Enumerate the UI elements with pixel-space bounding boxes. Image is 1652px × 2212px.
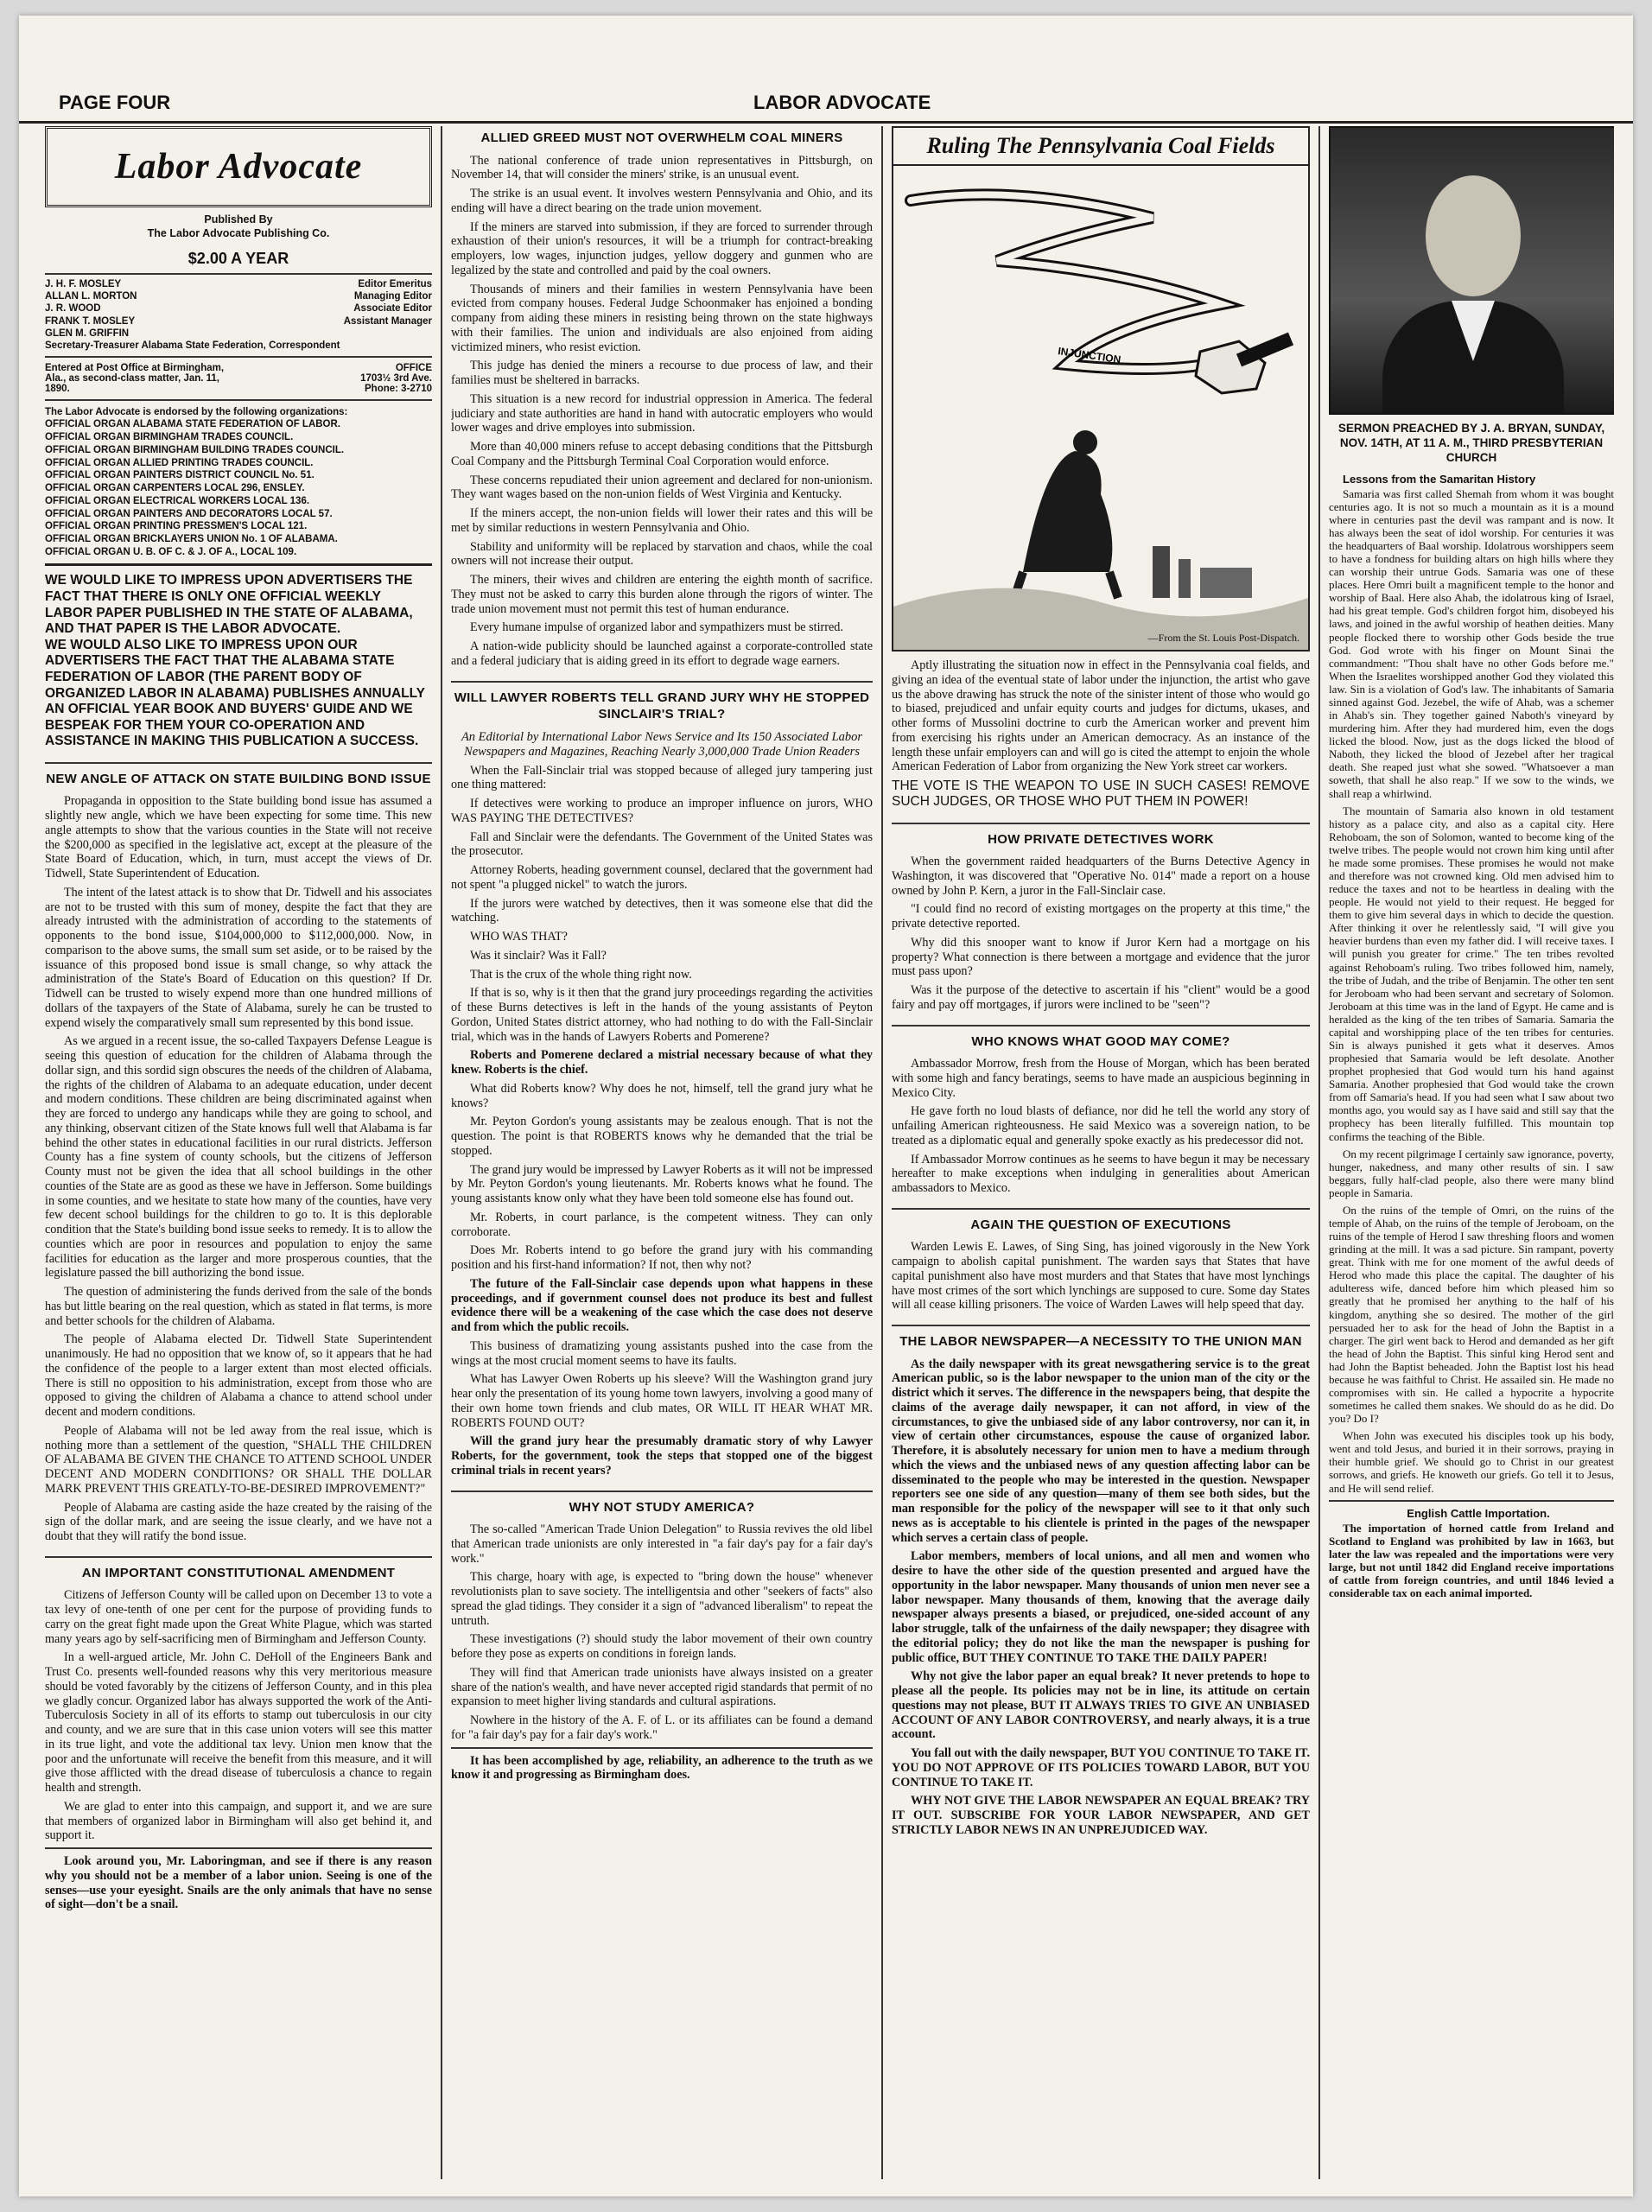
article-paragraph: In a well-argued article, Mr. John C. DeHoll of the Engineers Bank and Trust Co. presents well-founded reasons why this very meritorious measure should be voted favorably by the citizens of Jefferson County, and in this plea we gladly concur. Organized labor has always supported the work of the Anti-Tuberculosis Society in all of its efforts to stamp out tuberculosis in our city and county, and we are sure that in this case union voters will see this matter in its true light, and vote the additional tax levy. Union men know that the poor and the unfortunate will receive the benefit from this measure, and it will give those afflicted with the dread disease of tuberculosis a chance to regain health and strength. xyxy=(45,1650,432,1796)
article-paragraph: As the daily newspaper with its great newsgathering service is to the great American public, so is the labor newspaper to the union man of the city or the district which it serves. The difference in the newspapers being, that despite the claims of the average daily newspaper, it can not afford, in view of the circumstances, to give the unbiased side of any labor controversy, nor can it, in view of certain other circumstances, espouse the cause of organized labor. Therefore, it is absolutely necessary for union men to have a medium through which the views and the unbiased news of any question affecting labor can be disseminated to the people who may be interested in the question. Newspaper reporters see one side of any question—many of them see both sides, but the man responsible for the policy of the newspaper will see to it that only such news as is acceptable to his clientele is printed in the pages of the newspaper which serves a certain class of people. xyxy=(892,1357,1310,1545)
article-paragraph: Citizens of Jefferson County will be called upon on December 13 to vote a tax levy of one-tenth of one per cent for the purpose of providing funds to carry on the great fight made upon the Great White Plague, which was started many years ago by self-sacrificing men of Birmingham and Jefferson County. xyxy=(45,1588,432,1646)
article-paragraph: "I could find no record of existing mortgages on the property at this time," the private detective reported. xyxy=(892,902,1310,931)
article-paragraph: Was it the purpose of the detective to ascertain if his "client" would be a good fairy and pay off mortgages, if jurors were inclined to be "seen"? xyxy=(892,983,1310,1012)
article-paragraph: We are glad to enter into this campaign, and support it, and we are sure that members of organized labor in Birmingham will also get behind it, and support it. xyxy=(45,1799,432,1843)
article-paragraph: The mountain of Samaria also known in old testament history as a palace city, and also as a capital city. Here Rehoboam, the son of Solomon, wanted to become king of the twelve tribes. The people would not crown him king until after he made some promises. These promises he would not make and therefore was not crowned king. Old men advised him to reduce the taxes and not to be heartless in dealing with the people. He would not yield to their request. He begged for them to give him several days in which to decide the question. After thinking it over he relentlessly said, "I will give you heavier burdens than even my father did. I will receive taxes. I will punish you greater for crime." The ten tribes revolted against Rehoboam's ruling. Two tribes followed him, namely, the tribe of Judah, and the tribe of Benjamin. The other ten sent for Jeroboam who had been servant and secretary of Solomon. Jeroboam at this time was in the land of Egypt. He came and is heralded as the king of the ten tribes of Samaria. Samaria the capital and worshipping place of the ten tribes for centuries. Sin is always punished it gets what it deserves. Amos prophesied that Samaria would be left desolate. Another prophet prophesied that God would turn his hand against Samaria. Another prophesied that God would take the crown from off Samaria's head. If you had seen what I saw about two months ago, you would say as I have said and still say that the prophecy has been literally fulfilled. This mountain top confirms the teaching of the Bible. xyxy=(1329,804,1614,1143)
article-paragraph: The so-called "American Trade Union Delegation" to Russia revives the old libel that American trade unionists are only interested in "a fair day's pay for a fair day's work." xyxy=(451,1522,873,1566)
article-paragraph: If detectives were working to produce an improper influence on jurors, WHO WAS PAYING THE DETECTIVES? xyxy=(451,797,873,825)
article-paragraph: The strike is an usual event. It involves western Pennsylvania and Ohio, and its ending will have a direct bearing on the trade union movement. xyxy=(451,187,873,215)
column-rule xyxy=(1318,126,1320,2179)
article-paragraph: When the Fall-Sinclair trial was stopped because of alleged jury tampering just one thing mattered: xyxy=(451,763,873,792)
article-headline: WILL LAWYER ROBERTS TELL GRAND JURY WHY HE STOPPED SINCLAIR'S TRIAL? xyxy=(451,681,873,723)
article-paragraph: The national conference of trade union representatives in Pittsburgh, on November 14, that will consider the miners' strike, is an unusual event. xyxy=(451,153,873,182)
article-paragraph: On my recent pilgrimage I certainly saw ignorance, poverty, hunger, nakedness, and many other results of sin. I saw beggars, fully half-clad people, also there were many blind people in Samaria. xyxy=(1329,1147,1614,1199)
article-paragraph: Nowhere in the history of the A. F. of L. or its affiliates can be found a demand for "a fair day's pay for a fair day's work." xyxy=(451,1713,873,1742)
article-paragraph: Roberts and Pomerene declared a mistrial necessary because of what they knew. Roberts is the chief. xyxy=(451,1048,873,1077)
article-paragraph: Aptly illustrating the situation now in effect in the Pennsylvania coal fields, and giving an idea of the eventual state of labor under the injunction, the artist who gave us the above drawing has struck the note of the sinister intent of those who would go to biased, prejudiced and unfair equity courts and judges for dictums, ukases, and other forms of Mussolini doctrine to curb the American worker and prevent him from exercising his rights under an American democracy. As an instance of the length these unfair employers can and will go is cited the attempt to enjoin the whole American Federation of Labor from organizing the New York street car workers. xyxy=(892,658,1310,774)
staff-list xyxy=(45,273,432,358)
article-headline: ALLIED GREED MUST NOT OVERWHELM COAL MINERS xyxy=(480,130,843,145)
preacher-portrait xyxy=(1329,126,1614,415)
article-paragraph: This situation is a new record for industrial oppression in America. The federal judiciary and state authorities are hand in hand with autocratic employers who would lower wages and drive employes into submission. xyxy=(451,391,873,435)
article-paragraph: The future of the Fall-Sinclair case depends upon what happens in these proceedings, and if government counsel does not produce its best and fullest evidence there will be a weakening of the case which the case does not deserve and from which the public recoils. xyxy=(451,1276,873,1335)
article-paragraph: The intent of the latest attack is to show that Dr. Tidwell and his associates are not to be trusted with this sum of money, despite the fact that they are already intrusted with the administration of according to the statements of opponents to the bond issue, $104,000,000 to $112,000,000. Now, in comparison to the above sums, the small sum set aside, or to be raised by the issuance of this proposed bond issue is small change, so why attack the administration of the State's Board of Education on this question? If Dr. Tidwell can be trusted to wisely expend more than one hundred millions of dollars of the taxpayers of the State of Alabama, surely he can be trusted to expend wisely the comparatively small sum represented by this bond issue. xyxy=(45,885,432,1030)
newspaper-page xyxy=(19,16,1633,2196)
official-organs-list: The Labor Advocate is endorsed by the following organizations: OFFICIAL ORGAN ALABAMA STATE FEDERATION OF LABOR. OFFICIAL ORGAN BIRMINGHAM TRADES COUNCIL. OFFICIAL ORGAN BIRMINGHAM BUILDING TRADES COUNCIL. OFFICIAL ORGAN ALLIED PRINTING TRADES COUNCIL. OFFICIAL ORGAN PAINTERS DISTRICT COUNCIL No. 51. OFFICIAL ORGAN CARPENTERS LOCAL 296, ENSLEY. OFFICIAL ORGAN ELECTRICAL WORKERS LOCAL 136. OFFICIAL ORGAN PAINTERS AND DECORATORS LOCAL 57. OFFICIAL ORGAN PRINTING PRESSMEN'S LOCAL 121. OFFICIAL ORGAN BRICKLAYERS UNION No. 1 OF ALABAMA. OFFICIAL ORGAN U. B. OF C. & J. OF A., LOCAL 109. xyxy=(45,401,432,567)
cartoon-credit: —From the St. Louis Post-Dispatch. xyxy=(1147,632,1299,644)
article-paragraph: Fall and Sinclair were the defendants. The Government of the United States was the prosecutor. xyxy=(451,830,873,859)
article-paragraph: It has been accomplished by age, reliability, an adherence to the truth as we know it and progressing as Birmingham does. xyxy=(451,1747,873,1783)
masthead-logo: Labor Advocate xyxy=(45,126,432,207)
article-paragraph: WHO WAS THAT? xyxy=(470,930,568,944)
article-paragraph: Warden Lewis E. Lawes, of Sing Sing, has joined vigorously in the New York campaign to abolish capital punishment. The warden says that States that have capital punishment also have most murders and that States that have most lynchings have most crimes of the sort which lynchings are supposed to cure. Some day States will all cease killing prisoners. The voice of Warden Lawes will help speed that day. xyxy=(892,1240,1310,1313)
article-headline: WHO KNOWS WHAT GOOD MAY COME? xyxy=(892,1025,1310,1051)
article-paragraph: On the ruins of the temple of Omri, on the ruins of the temple of Ahab, on the ruins of the temple of Jeroboam, on the ruins of the temple of Herod I saw threshing floors and women grinding at the mill. It was a sad picture. Sin rampant, poverty great. Think with me for one moment of the awful deeds of Herod who made this place the capital. The daughter of his adulteress wife, danced before him which pleased him so greatly that he promised her anything to the half of his kingdom, anything she so desired. The mother of the girl persuaded her to ask for the head of John the Baptist in a charger. The girl went back to Herod and demanded as her gift the head of John the Baptist. This sinful king Herod sent and had John the Baptist beheaded. John the Baptist lost his head because he was faithful to Christ. He assailed sin. He made no compromises with sin. He called a hypocrite a hypocrite sometimes he called them snakes. We should do as he did. Do you? Do I? xyxy=(1329,1203,1614,1426)
article-paragraph: The grand jury would be impressed by Lawyer Roberts as it will not be impressed by Mr. Peyton Gordon's young lieutenants. Mr. Roberts knows what he found. The young assistants know only what they have been told someone else has found out. xyxy=(451,1162,873,1206)
staff-row: ALLAN L. MORTON Managing Editor xyxy=(45,290,432,302)
vote-slogan: THE VOTE IS THE WEAPON TO USE IN SUCH CASES! REMOVE SUCH JUDGES, OR THOSE WHO PUT THEM IN POWER! xyxy=(892,779,1310,810)
editorial-byline: An Editorial by International Labor News Service and Its 150 Associated Labor Newspapers and Magazines, Reaching Nearly 3,000,000 Trade Union Readers xyxy=(461,729,863,759)
article-headline: AGAIN THE QUESTION OF EXECUTIONS xyxy=(892,1208,1310,1234)
article-paragraph: Stability and uniformity will be replaced by starvation and chaos, while the coal owners will not increase their output. xyxy=(451,539,873,569)
subscription-price: $2.00 A YEAR xyxy=(187,249,289,267)
article-headline: THE LABOR NEWSPAPER—A NECESSITY TO THE UNION MAN xyxy=(892,1325,1310,1351)
article-paragraph: A nation-wide publicity should be launched against a corporate-controlled state and a federal judiciary that is aiding greed in its effort to degrade wage earners. xyxy=(451,639,873,668)
article-paragraph: When the government raided headquarters of the Burns Detective Agency in Washington, it was discovered that "Operative No. 014" made a report on a house owned by John P. Kern, a juror in the Fall-Sinclair case. xyxy=(892,855,1310,898)
article-paragraph: They will find that American trade unionists have always insisted on a greater share of the nation's wealth, and have never accepted rigid standards that permit of no expansion to meet higher living standards and cultural aspirations. xyxy=(451,1665,873,1709)
article-headline: WHY NOT STUDY AMERICA? xyxy=(451,1491,873,1516)
cartoon-title: Ruling The Pennsylvania Coal Fields xyxy=(892,126,1310,166)
article-paragraph: Labor members, members of local unions, and all men and women who desire to have the other side of the question presented and argued have the opportunity in the labor newspaper. Many thousands of union men never see a labor newspaper. Many thousands of them, knowing that the average daily newspaper always presents a biased, or prejudiced, one-sided account of any labor struggle, talk of the unfairness of the daily newspaper; they disagree with the editorial policy; they do not like the man the newspaper is pushing for public office, BUT THEY CONTINUE TO TAKE THE DAILY PAPER! xyxy=(892,1549,1310,1665)
column-rule xyxy=(881,126,883,2179)
article-paragraph: These investigations (?) should study the labor movement of their own country before they pose as experts on conditions in foreign lands. xyxy=(451,1632,873,1662)
article-paragraph: If the miners accept, the non-union fields will lower their rates and this will be met by similar reductions in western Pennsylvania and Ohio. xyxy=(451,506,873,535)
article-paragraph: He gave forth no loud blasts of defiance, nor did he tell the world any story of unfailing American righteousness. He said Mexico was a sovereign nation, to be treated as a diplomatic equal and generally spoke exactly as his predecessor did not. xyxy=(892,1104,1310,1147)
labor-newspaper-article xyxy=(892,1357,1310,1838)
article-paragraph: If that is so, why is it then that the grand jury proceedings regarding the activities of these Burns detectives is left in the hands of the young assistants of Peyton Gordon, United States district attorney, who had nothing to do with the Fall-Sinclair trial, which was in the hands of Lawyers Roberts and Pomerene? xyxy=(451,986,873,1044)
article-paragraph: People of Alabama are casting aside the haze created by the raising of the sign of the dollar mark, and are seeing the issue clearly, and we have not a doubt that they will ratify the bond issue. xyxy=(45,1500,432,1544)
running-header xyxy=(19,67,1633,124)
article-paragraph: This business of dramatizing young assistants pushed into the case from the wings at the most crucial moment seems to have its faults. xyxy=(451,1338,873,1368)
article-headline: AN IMPORTANT CONSTITUTIONAL AMENDMENT xyxy=(45,1556,432,1582)
article-paragraph: Look around you, Mr. Laboringman, and see if there is any reason why you should not be a member of a labor union. Seeing is one of the senses—use your eyesight. Snails are the only animals that have no sense of sight—don't be a snail. xyxy=(45,1847,432,1912)
column-3 xyxy=(892,126,1310,2183)
staff-row: FRANK T. MOSLEY Assistant Manager xyxy=(45,315,432,327)
article-paragraph: Why did this snooper want to know if Juror Kern had a mortgage on his property? What connection is there between a mortgage and evidence that the juror must pass upon? xyxy=(892,935,1310,979)
column-rule xyxy=(441,126,442,2179)
article-paragraph: The importation of horned cattle from Ireland and Scotland to England was prohibited by law in 1663, but later the law was repealed and the importations were very large, but not until 1842 did England receive importations of cattle from foreign countries, and until 1846 levied a considerable tax on each animal imported. xyxy=(1329,1521,1614,1600)
article-paragraph: If the miners are starved into submission, if they are forced to surrender through exhaustion of their union's resources, it will be a triumph for contract-breaking employers, low wages, injunction judges, yellow doggery and gunmen who are legalized by the state and controlled and paid by the coal owners. xyxy=(451,219,873,277)
article-paragraph: Every humane impulse of organized labor and sympathizers must be stirred. xyxy=(470,620,843,635)
article-paragraph: Thousands of miners and their families in western Pennsylvania have been evicted from company houses. Federal Judge Schoonmaker has enjoined a bonding company from aiding these miners in resisting being thrown on the state highways with their families. The union and individuals are also enjoined from aiding victimized miners, who resist eviction. xyxy=(451,282,873,354)
column-4 xyxy=(1329,126,1614,2183)
article-paragraph: Does Mr. Roberts intend to go before the grand jury with his commanding position and his first-hand information? If not, then why not? xyxy=(451,1243,873,1273)
article-paragraph: The people of Alabama elected Dr. Tidwell State Superintendent unanimously. He had no opposition that we know of, so it appears that he had the confidence of the people to a larger extent than most elected officials. There is still no opposition to his administration, except from those who are opposed to giving the children of Alabama a chance to attend school under decent and modern conditions. xyxy=(45,1332,432,1420)
article-paragraph: This charge, hoary with age, is expected to "bring down the house" whenever revolutionists plan to save society. The intelligentsia and other "seekers of facts" also spread the glad tidings. They consider it a sign of "advanced liberalism" to repeat the untruth. xyxy=(451,1570,873,1628)
article-paragraph: People of Alabama will not be led away from the real issue, which is nothing more than a settlement of the question, "SHALL THE CHILDREN OF ALABAMA BE GIVEN THE CHANCE TO ATTEND SCHOOL UNDER DECENT AND MODERN CONDITIONS? OR SHALL THE DOLLAR MARK PREVENT THIS GREATLY-TO-BE-DESIRED IMPROVEMENT?" xyxy=(45,1423,432,1496)
advertiser-notice: WE WOULD LIKE TO IMPRESS UPON ADVERTISERS THE FACT THAT THERE IS ONLY ONE OFFICIAL WEEKLY LABOR PAPER PUBLISHED IN THE STATE OF ALABAMA, AND THAT PAPER IS THE LABOR ADVOCATE. WE WOULD ALSO LIKE TO IMPRESS UPON OUR ADVERTISERS THE FACT THAT THE ALABAMA STATE FEDERATION OF LABOR (THE PARENT BODY OF ORGANIZED LABOR IN ALABAMA) PUBLISHES ANNUALLY AN OFFICIAL YEAR BOOK AND BUYERS' GUIDE AND WE BESPEAK FOR THEM YOUR CO-OPERATION AND ASSISTANCE IN MAKING THIS PUBLICATION A SUCCESS. xyxy=(45,573,425,749)
cattle-subhead: English Cattle Importation. xyxy=(1329,1500,1614,1520)
editorial-cartoon xyxy=(892,166,1310,652)
article-paragraph: If Ambassador Morrow continues as he seems to have begun it may be necessary hereafter to make exceptions when indulging in generalities about American ambassadors to Mexico. xyxy=(892,1152,1310,1196)
article-paragraph: The question of administering the funds derived from the sale of the bonds has but little bearing on the real question, which as stated in flat terms, is more and better schools for the children of Alabama. xyxy=(45,1285,432,1328)
article-paragraph: Why not give the labor paper an equal break? It never pretends to hope to please all the people. Its policies may not be in line, its attitude on certain questions may not please, BUT IT ALWAYS TRIES TO GIVE AN UNBIASED ACCOUNT OF ANY LABOR CONTROVERSY, and nearly always, it is a true account. xyxy=(892,1669,1310,1742)
article-paragraph: Mr. Peyton Gordon's young assistants may be zealous enough. That is not the question. The point is that ROBERTS knows why he demanded that the trial be stopped. xyxy=(451,1115,873,1158)
article-paragraph: This judge has denied the miners a recourse to due process of law, and their families must be sheltered in barracks. xyxy=(451,359,873,387)
article-paragraph: Mr. Roberts, in court parlance, is the competent witness. They can only corroborate. xyxy=(451,1210,873,1239)
cartoon-injunction-label: INJUNCTION xyxy=(1057,345,1122,366)
article-paragraph: What did Roberts know? Why does he not, himself, tell the grand jury what he knows? xyxy=(451,1081,873,1110)
entry-notice: Entered at Post Office at Birmingham, Ala., as second-class matter, Jan. 11, 1890. OFFICE 1703½ 3rd Ave. Phone: 3-2710 xyxy=(45,358,432,401)
article-paragraph: That is the crux of the whole thing right now. xyxy=(470,967,692,982)
secretary-line: Secretary-Treasurer Alabama State Federation, Correspondent xyxy=(45,340,340,352)
article-headline: NEW ANGLE OF ATTACK ON STATE BUILDING BOND ISSUE xyxy=(45,762,432,788)
column-1 xyxy=(45,126,432,2183)
article-paragraph: When John was executed his disciples took up his body, went and told Jesus, and buried it in their sorrows, praying in their humble grief. We should go to Christ in our greatest sorrows, and griefs. He knoweth our griefs. Go tell it to Jesus, and He will send relief. xyxy=(1329,1429,1614,1495)
article-paragraph: Samaria was first called Shemah from whom it was bought centuries ago. It is not so much a mountain as it is a mound where in centuries past the devil was rampant and is now. It has always been the seat of idol worship. For centuries it was the headquarters of Baal worship. Idolatrous worshippers seem to have a fondness for building altars on high hills where they can worship their untrue Gods. Samaria was one of these places. Here Omri built a magnificent temple to the honor and worship of Baal. Here also Ahab, the idolatrous king of Israel, had his great temple. God's children forgot him, disobeyed his laws, and joined in the awful worship of heathen deities. Many people flocked there to worship other Gods beside the true God. God wrote with his finger on Mount Sinai the commandment: "Thou shalt have no other Gods before me." When the Israelites worshipped another God they violated this law. Sin is a violation of God's law. The inhabitants of Samaria sinned against God. Jezebel, the wife of Ahab, was a schemer in Ahab's sin. They together gained Naboth's vineyard by murdering him. After they had murdered him, even the dogs licked the blood. Now, just as the dogs licked the blood of Naboth, they licked the blood of Jezebel after her tragical death. She reaped just what she sowed. "Whatsoever a man soweth, that shall he also reap." If we sow to the winds, we shall reap a whirlwind. xyxy=(1329,486,1614,800)
staff-row: GLEN M. GRIFFIN xyxy=(45,328,130,339)
article-paragraph: If the jurors were watched by detectives, then it was someone else that did the watching. xyxy=(451,896,873,925)
portrait-caption: SERMON PREACHED BY J. A. BRYAN, SUNDAY, NOV. 14TH, AT 11 A. M., THIRD PRESBYTERIAN CHURCH xyxy=(1337,422,1605,464)
article-paragraph: Was it sinclair? Was it Fall? xyxy=(470,948,607,963)
publisher-line: Published By The Labor Advocate Publishing Co. xyxy=(147,213,330,240)
article-paragraph: You fall out with the daily newspaper, BUT YOU CONTINUE TO TAKE IT. YOU DO NOT APPROVE OF ITS POLICIES TOWARD LABOR, BUT YOU CONTINUE TO TAKE IT. xyxy=(892,1746,1310,1789)
column-2 xyxy=(451,126,873,2183)
page-number-label: PAGE FOUR xyxy=(59,92,171,113)
staff-row: J. H. F. MOSLEY Editor Emeritus xyxy=(45,278,432,289)
sermon-article xyxy=(1329,473,1614,1600)
article-paragraph: These concerns repudiated their union agreement and declared for non-unionism. They want wages based on the non-union fields of West Virginia and Kentucky. xyxy=(451,473,873,502)
article-paragraph: Propaganda in opposition to the State building bond issue has assumed a slightly new angle, which we have been expecting for some time. This new angle attempts to show that the various counties in the State will not receive the $200,000 as specified in the legislative act, except at the pleasure of the State Board of Education, which, in turn, must accept the views of Dr. Tidwell, State Superintendent of Education. xyxy=(45,794,432,881)
cartoon-illustration xyxy=(893,166,1308,650)
article-paragraph: As we argued in a recent issue, the so-called Taxpayers Defense League is seeing this question of education for the children of Alabama through the dollar sign, and this sordid sign obscures the needs of the children of Alabama, the rights of the children of Alabama to an adequate education, under decent and modern conditions. These children are being discriminated against when they are forced to undergo any handicaps while they are going to school, and any thinking, observant citizen of the State knows full well that Alabama is far behind the other states in educational facilities in our rural districts. Jefferson County has a fine system of county schools, but the citizens of Jefferson County must not be given the idea that all school buildings in the other counties of the State are as good as these we have in Jefferson. Some buildings in some counties, and we hesitate to state how many of the counties, have very few decent school buildings for the children to go to. It is this deplorable condition that the State's building bond issue seeks to remedy. It is to allow the counties which are poor in resources and population to enjoy the same facilities for education as the larger and more prosperous counties, that the legislature passed the bill authorizing the bond issue. xyxy=(45,1034,432,1281)
article-paragraph: The miners, their wives and children are entering the eighth month of sacrifice. They must not be asked to carry this burden alone through the rigors of winter. The trade union movement must not permit this test of human endurance. xyxy=(451,573,873,616)
article-paragraph: More than 40,000 miners refuse to accept debasing conditions that the Pittsburgh Coal Company and the Pittsburgh Terminal Coal Corporation would enforce. xyxy=(451,440,873,468)
article-paragraph: WHY NOT GIVE THE LABOR NEWSPAPER AN EQUAL BREAK? TRY IT OUT. SUBSCRIBE FOR YOUR LABOR NEWSPAPER, AND GET STRICTLY LABOR NEWS IN AN UNPREJUDICED WAY. xyxy=(892,1794,1310,1837)
paper-name-label: LABOR ADVOCATE xyxy=(753,92,931,113)
article-headline: HOW PRIVATE DETECTIVES WORK xyxy=(892,823,1310,849)
article-paragraph: Will the grand jury hear the presumably dramatic story of why Lawyer Roberts, for the government, took the steps that stopped one of the biggest criminal trials in recent years? xyxy=(451,1434,873,1478)
article-paragraph: Ambassador Morrow, fresh from the House of Morgan, which has been berated with some high and fancy beratings, seems to have made an auspicious beginning in Mexico City. xyxy=(892,1057,1310,1100)
staff-row: J. R. WOOD Associate Editor xyxy=(45,303,432,315)
article-paragraph: What has Lawyer Owen Roberts up his sleeve? Will the Washington grand jury hear only the presentation of its young home town lawyers, involving a good many of their own home town friends and club mates, OR WILL IT HEAR WHAT MR. ROBERTS FOUND OUT? xyxy=(451,1372,873,1430)
sermon-subhead: Lessons from the Samaritan History xyxy=(1343,472,1536,486)
article-paragraph: Attorney Roberts, heading government counsel, declared that the government had not spent "a plugged nickel" to watch the jurors. xyxy=(451,863,873,892)
